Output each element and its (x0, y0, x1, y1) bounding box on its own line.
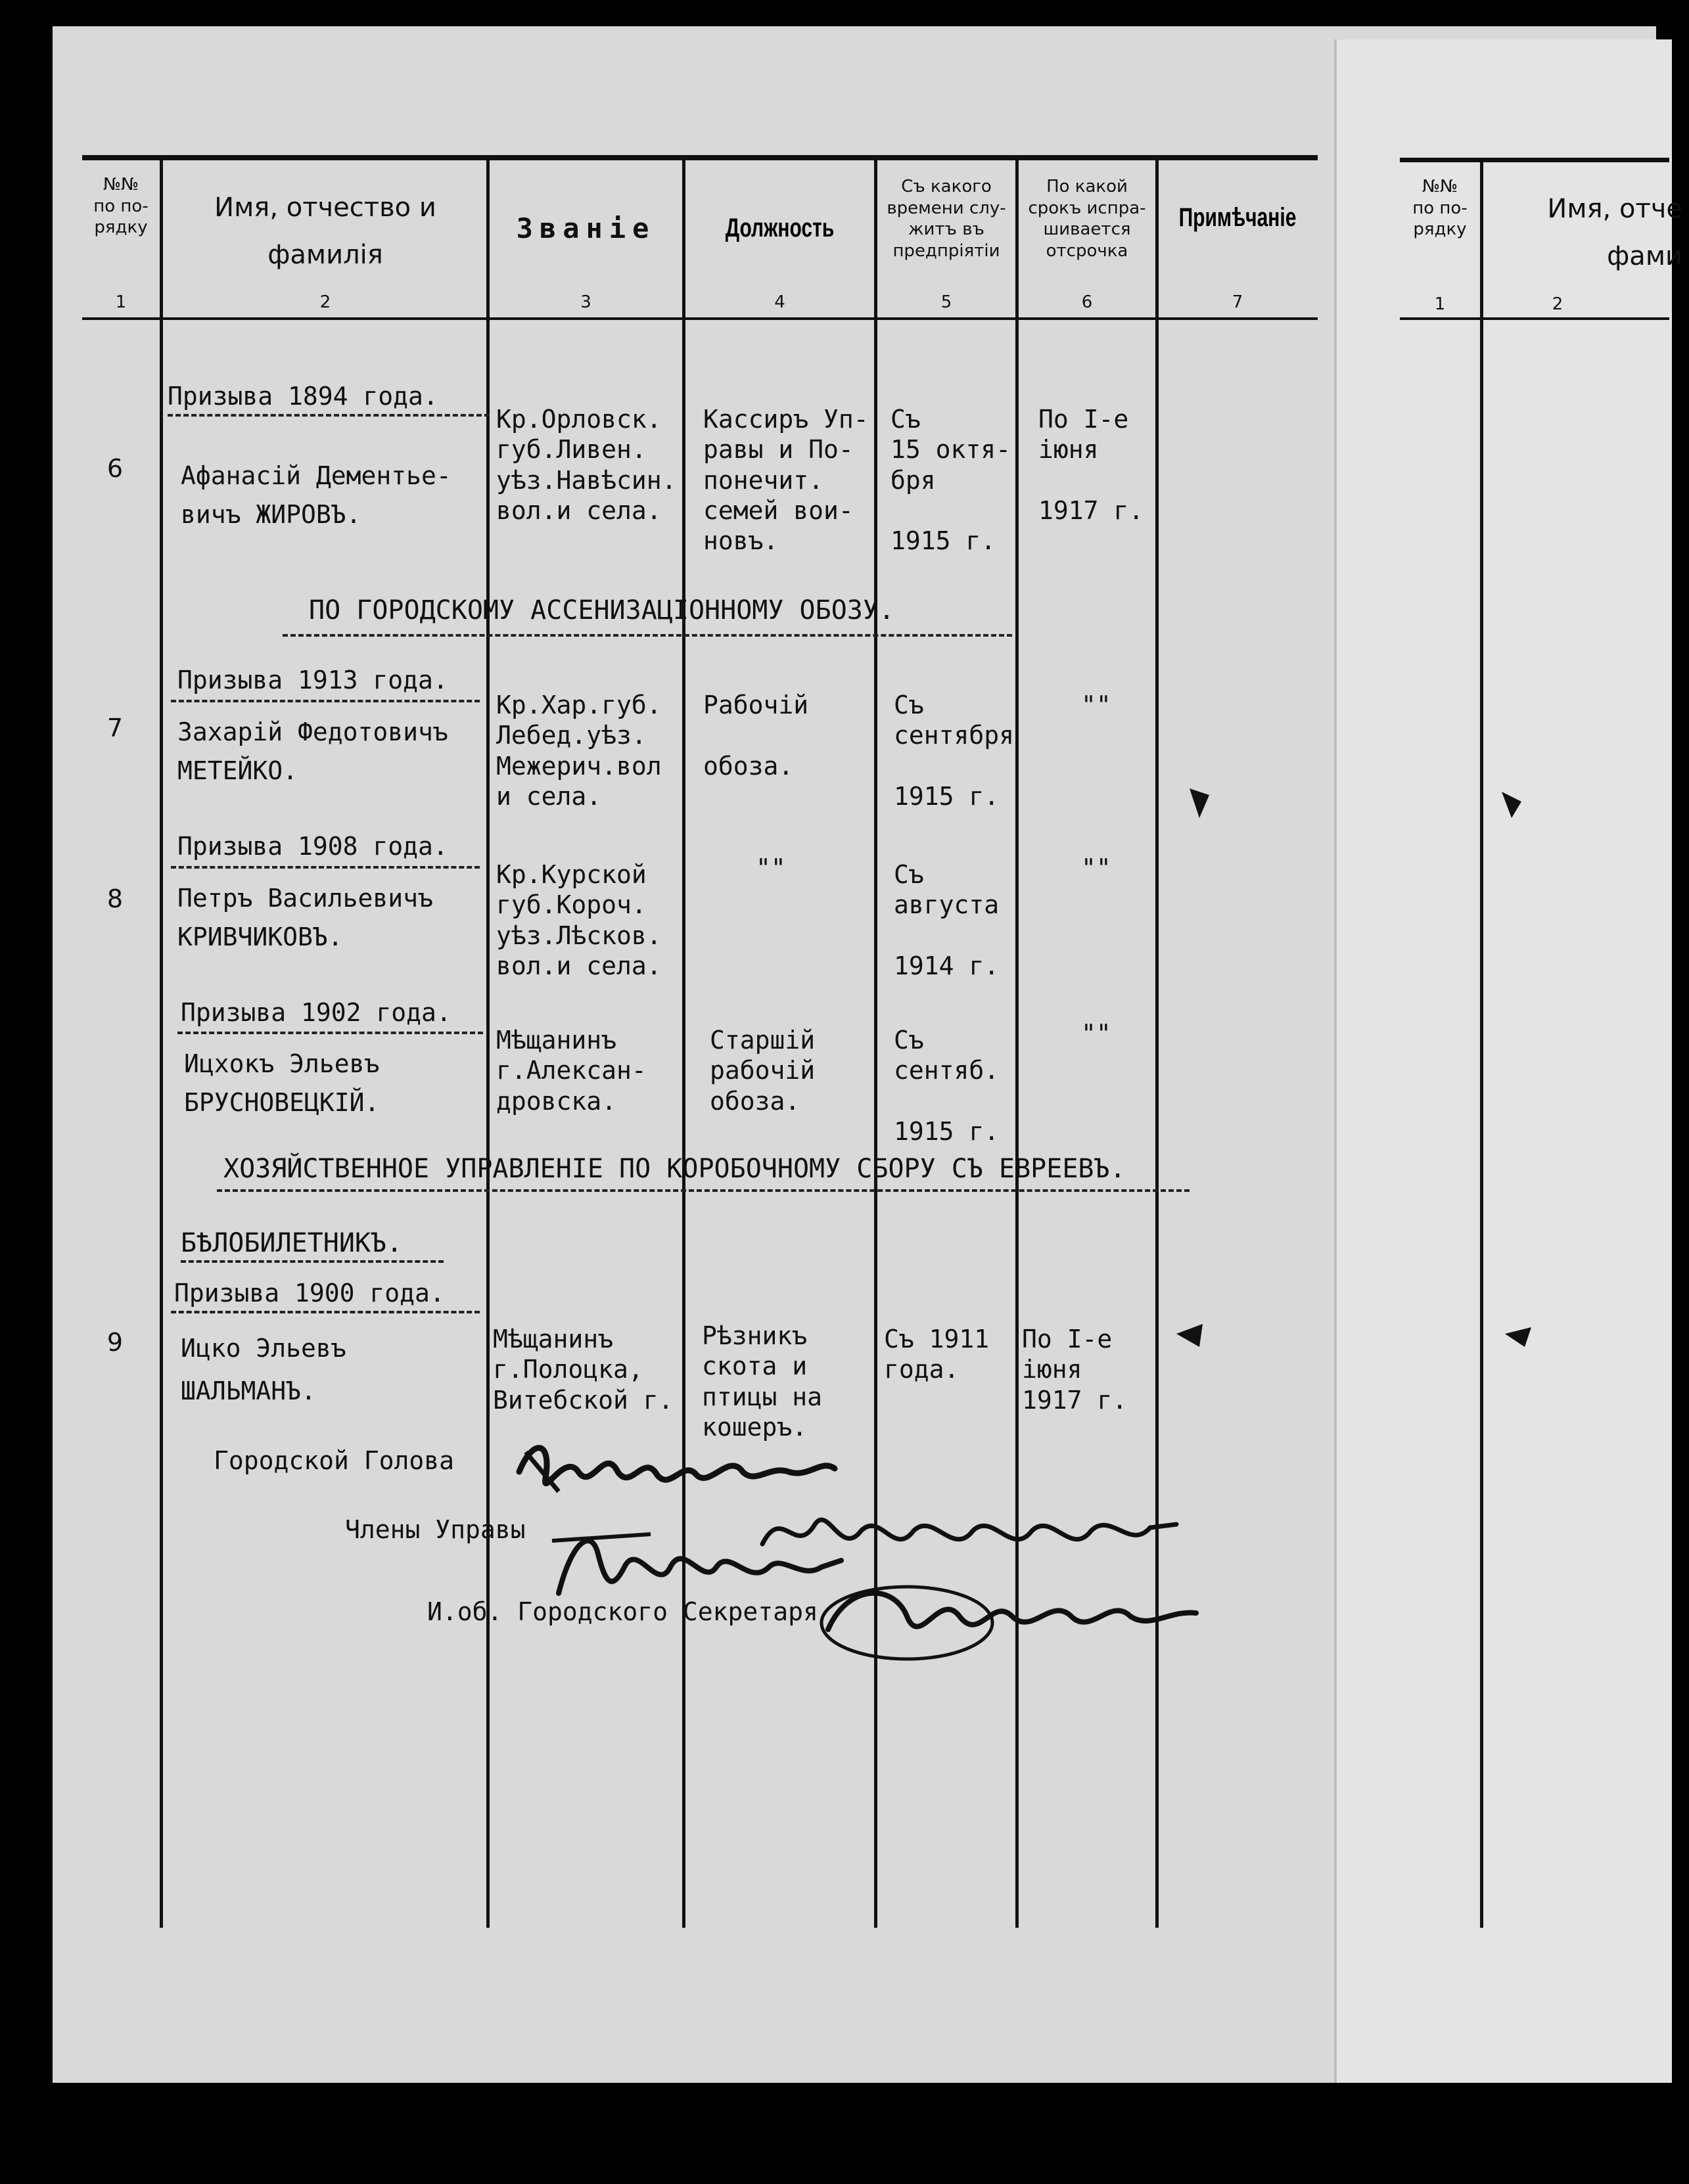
row-8-position: "" (756, 853, 786, 882)
row-8-since: Съ августа 1914 г. (894, 860, 1000, 981)
header-col-position: Должность (725, 214, 835, 242)
header-num-1: 1 (115, 292, 127, 312)
row-7-draft-underline (171, 700, 480, 702)
row-6-until: По I-е іюня 1917 г. (1038, 405, 1144, 526)
board-members-label: Члены Управы (345, 1515, 526, 1544)
secretary-signature (815, 1570, 1209, 1669)
mayor-label: Городской Голова (214, 1446, 455, 1475)
strip-header-col-number: №№ по по- рядку (1412, 177, 1468, 239)
row-7-number: 7 (106, 714, 124, 742)
board-members-signature-2 (545, 1514, 848, 1613)
row-8-number: 8 (106, 884, 124, 913)
row-9-name: Ицко Эльевъ ШАЛЬМАНЪ. (181, 1334, 346, 1405)
header-num-4: 4 (774, 292, 785, 312)
row-9-number: 9 (106, 1328, 124, 1357)
row-8-until: "" (1081, 853, 1111, 882)
adjacent-page-strip (1334, 39, 1672, 2083)
row-8-name: Петръ Васильевичъ КРИВЧИКОВЪ. (177, 884, 433, 951)
row-7-draft: Призыва 1913 года. (177, 666, 448, 694)
row-7-position: Рабочій обоза. (703, 691, 809, 781)
header-col-number: №№ по по- рядку (93, 175, 149, 237)
punch-hole-mark-2 (1173, 1317, 1206, 1350)
secretary-label: И.об. Городского Секретаря (427, 1597, 818, 1626)
section-white-ticket-underline (181, 1260, 444, 1263)
row-9-draft: Призыва 1900 года. (174, 1279, 445, 1308)
row-6-position: Кассиръ Уп- равы и По- понечит. семей вои- новъ. (703, 405, 869, 556)
row-9-since: Съ 1911 года. (884, 1325, 990, 1384)
row-brusnovetsky-draft-underline (177, 1032, 483, 1034)
row-9-until: По I-е іюня 1917 г. (1022, 1325, 1128, 1415)
column-rule-2 (486, 160, 490, 1928)
row-brusnovetsky-position: Старшій рабочій обоза. (710, 1026, 816, 1116)
row-9-rank: Мѣщанинъ г.Полоцка, Витебской г. (493, 1325, 674, 1415)
punch-hole-mark-1 (1183, 782, 1216, 821)
row-6-draft-underline (168, 414, 490, 417)
header-num-6: 6 (1081, 292, 1093, 312)
punch-hole-mark-4 (1498, 788, 1525, 821)
row-6-number: 6 (106, 454, 124, 483)
row-7-name: Захарій Федотовичъ МЕТЕЙКО. (177, 717, 448, 785)
row-6-draft: Призыва 1894 года. (168, 382, 438, 411)
row-7-rank: Кр.Хар.губ. Лебед.уѣз. Межерич.вол и села. (496, 691, 662, 811)
row-7-since: Съ сентября 1915 г. (894, 691, 1015, 811)
row-8-rank: Кр.Курской губ.Короч. уѣз.Лѣсков. вол.и села. (496, 860, 662, 981)
header-num-5: 5 (940, 292, 952, 312)
header-col-notes: Примѣчаніе (1178, 203, 1297, 232)
row-9-draft-underline (171, 1311, 480, 1313)
row-7-until: "" (1081, 691, 1111, 719)
row-6-name: Афанасій Дементье- вичъ ЖИРОВЪ. (181, 461, 451, 529)
section-sewage-underline (283, 634, 1012, 637)
column-rule-3 (682, 160, 685, 1928)
punch-hole-mark-3 (1502, 1317, 1535, 1350)
row-brusnovetsky-name: Ицхокъ Эльевъ БРУСНОВЕЦКІЙ. (184, 1049, 380, 1117)
header-top-rule (82, 155, 1318, 160)
row-8-draft-underline (171, 866, 480, 869)
strip-header-top-rule (1400, 158, 1669, 162)
strip-header-num-2: 2 (1552, 294, 1563, 314)
row-6-since: Съ 15 октя- бря 1915 г. (891, 405, 1011, 556)
row-brusnovetsky-until: "" (1081, 1019, 1111, 1048)
column-rule-1 (160, 160, 163, 1928)
header-col-until: По какой срокъ испра- шивается отсрочка (1028, 177, 1146, 261)
header-col-name: Имя, отчество и фамилія (214, 193, 436, 270)
header-bottom-rule (82, 317, 1318, 320)
header-col-since: Съ какого времени слу- житъ въ предпріятіи (887, 177, 1006, 261)
header-num-7: 7 (1232, 292, 1243, 312)
section-sewage-heading: ПО ГОРОДСКОМУ АССЕНИЗАЦІОННОМУ ОБОЗУ. (309, 595, 895, 626)
row-brusnovetsky-draft: Призыва 1902 года. (181, 998, 451, 1027)
header-num-2: 2 (319, 292, 331, 312)
row-brusnovetsky-rank: Мѣщанинъ г.Алексан- дровска. (496, 1026, 647, 1116)
section-box-tax-underline (217, 1189, 1190, 1192)
row-9-position: Рѣзникъ скота и птицы на кошеръ. (702, 1321, 823, 1442)
strip-header-num-1: 1 (1434, 294, 1446, 314)
row-brusnovetsky-since: Съ сентяб. 1915 г. (894, 1026, 1000, 1147)
section-box-tax-heading: ХОЗЯЙСТВЕННОЕ УПРАВЛЕНІЕ ПО КОРОБОЧНОМУ СБОРУ СЪ ЕВРЕЕВЪ. (223, 1154, 1126, 1184)
header-col-rank: Званіе (516, 212, 656, 244)
strip-header-col-name: Имя, отче фами (1547, 194, 1682, 271)
strip-header-bottom-rule (1400, 317, 1669, 320)
row-8-draft: Призыва 1908 года. (177, 832, 448, 861)
section-white-ticket-heading: БѢЛОБИЛЕТНИКЪ. (181, 1228, 403, 1258)
header-num-3: 3 (580, 292, 591, 312)
row-6-rank: Кр.Орловск. губ.Ливен. уѣз.Навѣсин. вол.и села. (496, 405, 677, 526)
strip-column-rule-1 (1480, 160, 1483, 1928)
